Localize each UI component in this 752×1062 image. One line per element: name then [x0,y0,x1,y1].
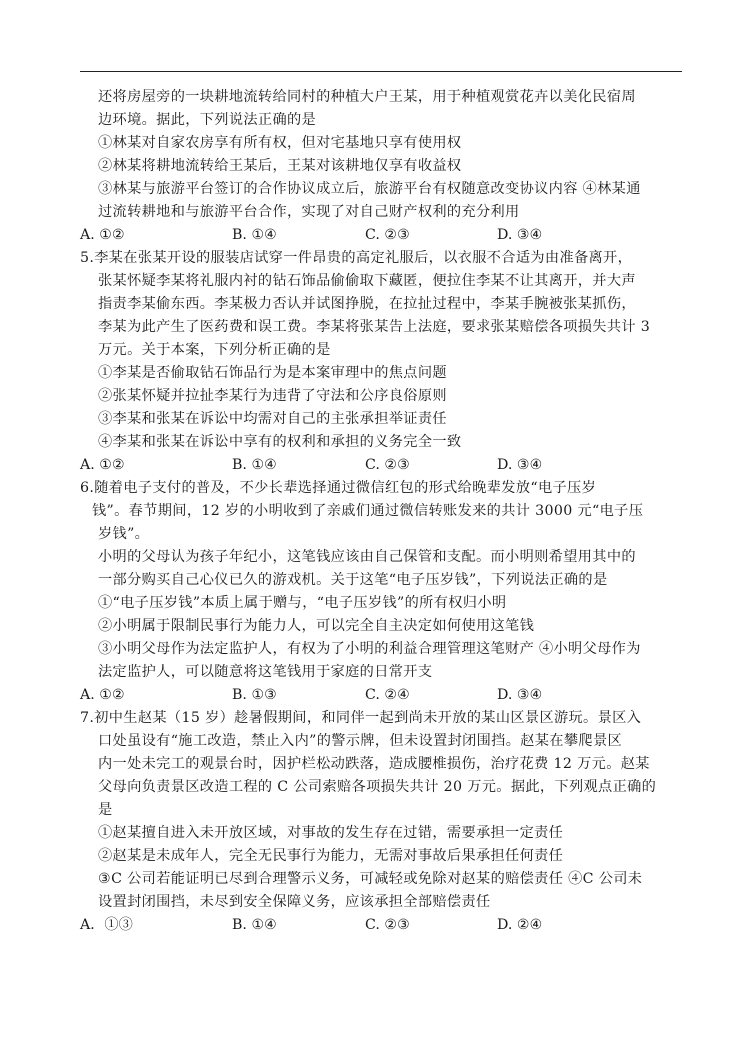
header-rule [80,71,682,72]
q4-statement-3-4: ③林某与旅游平台签订的合作协议成立后，旅游平台有权随意改变协议内容 ④林某通 [98,181,641,197]
q4-line: 边环境。据此，下列说法正确的是 [98,112,317,128]
option-d: D. ②④ [497,917,543,933]
option-b: B. ①④ [232,457,277,473]
q5-statement-2: ②张某怀疑并拉扯李某行为违背了守法和公序良俗原则 [98,388,447,404]
q5-statement-3: ③李某和张某在诉讼中均需对自己的主张承担举证责任 [98,411,447,427]
q6-line: 钱”。春节期间，12 岁的小明收到了亲戚们通过微信转账发来的共计 3000 元“电子压 [92,503,644,519]
option-a: A. ①② [80,227,125,243]
option-d: D. ③④ [497,227,543,243]
q6-statement-1: ①“电子压岁钱”本质上属于赠与，“电子压岁钱”的所有权归小明 [98,595,507,611]
option-d: D. ③④ [497,457,543,473]
q7-line: 设置封闭围挡，未尽到安全保障义务，应该承担全部赔偿责任 [98,894,491,910]
option-a: A. ①② [80,687,125,703]
q4-line: 还将房屋旁的一块耕地流转给同村的种植大户王某，用于种植观赏花卉以美化民宿周 [98,89,636,105]
q6-line: 岁钱”。 [98,526,150,542]
q6-statement-3-4: ③小明父母作为法定监护人，有权为了小明的利益合理管理这笔财产 ④小明父母作为 [98,641,641,657]
q7-line: 内一处未完工的观景台时，因护栏松动跌落，造成腰椎损伤，治疗花费 12 万元。赵某 [98,756,650,772]
option-c: C. ②③ [365,227,410,243]
q7-line: 是 [98,802,113,818]
q7-statement-2: ②赵某是未成年人，完全无民事行为能力，无需对事故后果承担任何责任 [98,848,564,864]
q5-statement-4: ④李某和张某在诉讼中享有的权利和承担的义务完全一致 [98,434,462,450]
q4-statement-2: ②林某将耕地流转给王某后，王某对该耕地仅享有收益权 [98,158,462,174]
q7-statement-3-4: ③C 公司若能证明已尽到合理警示义务，可减轻或免除对赵某的赔偿责任 ④C 公司未 [98,871,643,887]
q5-stem: 5.李某在张某开设的服装店试穿一件昂贵的高定礼服后，以衣服不合适为由准备离开， [80,250,633,266]
option-b: B. ①④ [232,917,277,933]
q7-statement-1: ①赵某擅自进入未开放区域，对事故的发生存在过错，需要承担一定责任 [98,825,564,841]
option-b: B. ①④ [232,227,277,243]
option-c: C. ②③ [365,917,410,933]
q6-line: 一部分购买自己心仪已久的游戏机。关于这笔“电子压岁钱”，下列说法正确的是 [98,572,608,588]
q5-line: 指责李某偷东西。李某极力否认并试图挣脱，在拉扯过程中，李某手腕被张某抓伤， [98,296,636,312]
option-d: D. ③④ [497,687,543,703]
q6-stem: 6.随着电子支付的普及，不少长辈选择通过微信红包的形式给晚辈发放“电子压岁 [80,480,597,496]
option-c: C. ②④ [365,687,410,703]
q4-statement-1: ①林某对自家农房享有所有权，但对宅基地只享有使用权 [98,135,462,151]
q6-line: 法定监护人，可以随意将这笔钱用于家庭的日常开支 [98,664,433,680]
q5-line: 万元。关于本案，下列分析正确的是 [98,342,331,358]
q4-line: 过流转耕地和与旅游平台合作，实现了对自己财产权利的充分利用 [98,204,520,220]
option-a: A．①③ [80,917,133,933]
q5-statement-1: ①李某是否偷取钻石饰品行为是本案审理中的焦点问题 [98,365,447,381]
q6-line: 小明的父母认为孩子年纪小，这笔钱应该由自己保管和支配。而小明则希望用其中的 [98,549,636,565]
option-c: C. ②③ [365,457,410,473]
q5-line: 李某为此产生了医药费和误工费。李某将张某告上法庭，要求张某赔偿各项损失共计 3 [98,319,651,335]
q6-statement-2: ②小明属于限制民事行为能力人，可以完全自主决定如何使用这笔钱 [98,618,535,634]
q5-line: 张某怀疑李某将礼服内衬的钻石饰品偷偷取下藏匿，便拉住李某不让其离开，并大声 [98,273,636,289]
q7-stem: 7.初中生赵某（15 岁）趁暑假期间，和同伴一起到尚未开放的某山区景区游玩。景区入 [80,710,642,726]
option-b: B. ①③ [232,687,277,703]
q7-line: 父母向负责景区改造工程的 C 公司索赔各项损失共计 20 万元。据此，下列观点正确的 [98,779,657,795]
q7-line: 口处虽设有“施工改造，禁止入内”的警示牌，但未设置封闭围挡。赵某在攀爬景区 [98,733,623,749]
option-a: A. ①② [80,457,125,473]
